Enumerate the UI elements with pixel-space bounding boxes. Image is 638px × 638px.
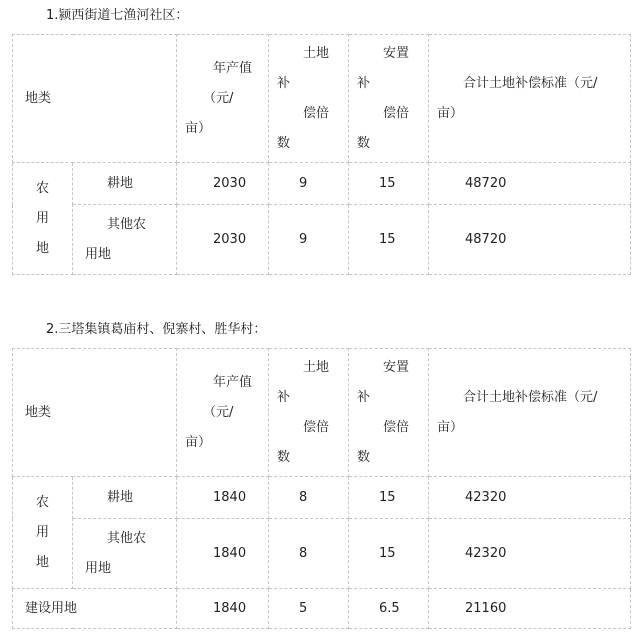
section-2-title: 2.三塔集镇葛庙村、倪寨村、胜华村： [46, 322, 267, 337]
annual-value-cell: 2030 [177, 163, 269, 205]
header-land-compensation: 土地 补 偿倍 数 [269, 349, 349, 477]
land-multiplier-cell: 8 [269, 519, 349, 589]
table-row [13, 163, 631, 205]
compensation-table-1 [12, 34, 631, 275]
header-land-compensation: 土地 补 偿倍 数 [269, 35, 349, 163]
total-cell: 21160 [429, 589, 631, 629]
land-name-cell: 耕地 [73, 163, 177, 205]
annual-value-cell: 1840 [177, 589, 269, 629]
land-name-cell: 耕地 [73, 477, 177, 519]
land-multiplier-cell: 9 [269, 205, 349, 275]
annual-value-cell: 1840 [177, 477, 269, 519]
land-name-cell: 其他农 用地 [73, 519, 177, 589]
agri-land-group-cell: 农 用 地 [13, 477, 73, 589]
header-total-standard: 合计土地补偿标准（元/ 亩） [429, 349, 631, 477]
annual-value-cell: 1840 [177, 519, 269, 589]
table-row [13, 589, 631, 629]
section-1-title: 1.颍西街道七渔河社区： [46, 8, 189, 23]
total-cell: 48720 [429, 163, 631, 205]
table-header-row [13, 35, 631, 163]
total-cell: 48720 [429, 205, 631, 275]
header-land-type: 地类 [13, 35, 177, 163]
resettle-multiplier-cell: 15 [349, 477, 429, 519]
resettle-multiplier-cell: 15 [349, 205, 429, 275]
land-multiplier-cell: 5 [269, 589, 349, 629]
land-multiplier-cell: 9 [269, 163, 349, 205]
total-cell: 42320 [429, 519, 631, 589]
header-annual-value: 年产值 （元/ 亩） [177, 349, 269, 477]
land-name-cell: 其他农 用地 [73, 205, 177, 275]
table-row [13, 519, 631, 589]
resettle-multiplier-cell: 15 [349, 163, 429, 205]
annual-value-cell: 2030 [177, 205, 269, 275]
table-row [13, 477, 631, 519]
header-total-standard: 合计土地补偿标准（元/ 亩） [429, 35, 631, 163]
header-annual-value: 年产值 （元/ 亩） [177, 35, 269, 163]
compensation-table-2 [12, 348, 631, 629]
land-multiplier-cell: 8 [269, 477, 349, 519]
land-name-cell: 建设用地 [13, 589, 177, 629]
table-row [13, 205, 631, 275]
header-land-type: 地类 [13, 349, 177, 477]
agri-land-group-cell: 农 用 地 [13, 163, 73, 275]
resettle-multiplier-cell: 15 [349, 519, 429, 589]
total-cell: 42320 [429, 477, 631, 519]
resettle-multiplier-cell: 6.5 [349, 589, 429, 629]
header-resettlement: 安置 补 偿倍 数 [349, 35, 429, 163]
table-header-row [13, 349, 631, 477]
header-resettlement: 安置 补 偿倍 数 [349, 349, 429, 477]
